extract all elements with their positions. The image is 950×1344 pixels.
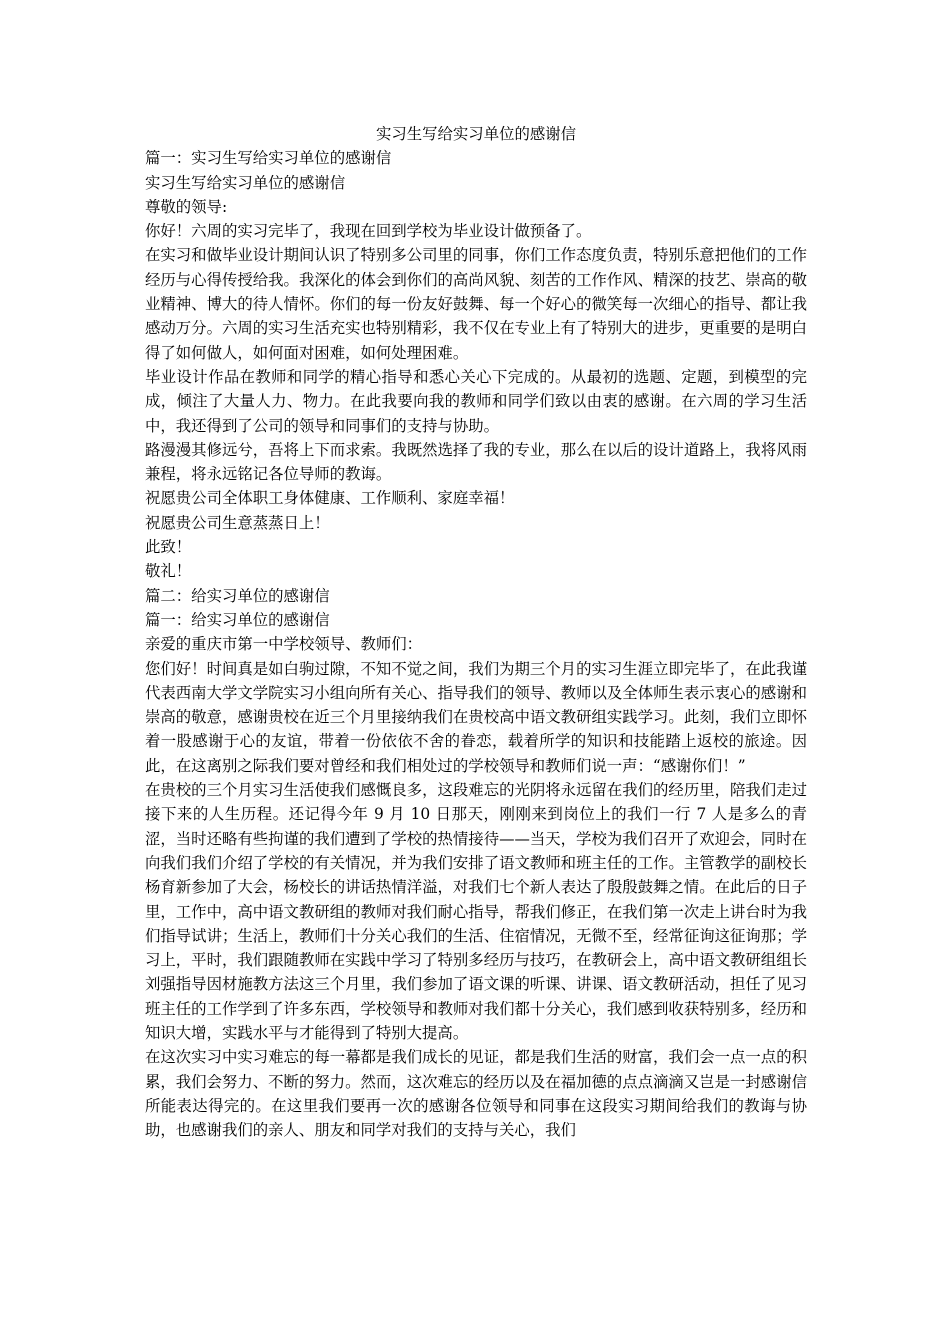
paragraph: 此致！ <box>145 538 192 557</box>
paragraph: 毕业设计作品在教师和同学的精心指导和悉心关心下完成的。从最初的选题、定题，到模型的完成，倾注了大量人力、物力。在此我要向我的教师和同学们致以由衷的感谢。在六周的学习生活中，我还得到了公司的领导和同事们的支持与协助。 <box>145 367 807 435</box>
paragraph: 篇一：给实习单位的感谢信 <box>145 610 330 629</box>
document-body <box>145 122 807 1142</box>
paragraph: 在贵校的三个月实习生活使我们感慨良多，这段难忘的光阴将永远留在我们的经历里，陪我们走过接下来的人生历程。还记得今年 9 月 10 日那天，刚刚来到岗位上的我们一行 7 人是多么的青涩，当时还略有些拘谨的我们遭到了学校的热情接待——当天，学校为我们召开了欢迎会，同时在向我们我们介绍了学校的有关情况，并为我们安排了语文教师和班主任的工作。主管教学的副校长杨育新参加了大会，杨校长的讲话热情洋溢，对我们七个新人表达了殷殷鼓舞之情。在此后的日子里，工作中，高中语文教研组的教师对我们耐心指导，帮我们修正，在我们第一次走上讲台时为我们指导试讲；生活上，教师们十分关心我们的生活、住宿情况，无微不至，经常征询这征询那；学习上，平时，我们跟随教师在实践中学习了特别多经历与技巧，在教研会上，高中语文教研组组长刘强指导因材施教方法这三个月里，我们参加了语文课的听课、讲课、语文教研活动，担任了见习班主任的工作学到了许多东西，学校领导和教师对我们都十分关心，我们感到收获特别多，经历和知识大增，实践水平与才能得到了特别大提高。 <box>145 781 807 1042</box>
paragraph: 敬礼！ <box>145 562 192 581</box>
paragraph: 实习生写给实习单位的感谢信 <box>145 173 346 192</box>
paragraph: 亲爱的重庆市第一中学校领导、教师们： <box>145 635 423 654</box>
paragraph: 篇二：给实习单位的感谢信 <box>145 586 330 605</box>
paragraph: 篇一：实习生写给实习单位的感谢信 <box>145 149 392 168</box>
paragraph: 在实习和做毕业设计期间认识了特别多公司里的同事，你们工作态度负责，特别乐意把他们的工作经历与心得传授给我。我深化的体会到你们的高尚风貌、刻苦的工作作风、精深的技艺、崇高的敬业精神、博大的待人情怀。你们的每一份友好鼓舞、每一个好心的微笑每一次细心的指导、都让我感动万分。六周的实习生活充实也特别精彩，我不仅在专业上有了特别大的进步，更重要的是明白得了如何做人，如何面对困难，如何处理困难。 <box>145 246 807 362</box>
paragraph: 祝愿贵公司生意蒸蒸日上！ <box>145 513 330 532</box>
paragraph: 祝愿贵公司全体职工身体健康、工作顺利、家庭幸福！ <box>145 489 515 508</box>
paragraph-list <box>145 146 807 1142</box>
paragraph: 路漫漫其修远兮，吾将上下而求索。我既然选择了我的专业，那么在以后的设计道路上，我将风雨兼程，将永远铭记各位导师的教诲。 <box>145 440 807 484</box>
paragraph: 尊敬的领导: <box>145 197 228 216</box>
document-title: 实习生写给实习单位的感谢信 <box>375 125 577 143</box>
paragraph: 在这次实习中实习难忘的每一幕都是我们成长的见证，都是我们生活的财富，我们会一点一点的积累，我们会努力、不断的努力。然而，这次难忘的经历以及在福加德的点点滴滴又岂是一封感谢信所能表达得完的。在这里我们要再一次的感谢各位领导和同事在这段实习期间给我们的教诲与协助，也感谢我们的亲人、朋友和同学对我们的支持与关心，我们 <box>145 1048 807 1140</box>
paragraph: 你好！六周的实习完毕了，我现在回到学校为毕业设计做预备了。 <box>145 222 592 241</box>
paragraph: 您们好！时间真是如白驹过隙，不知不觉之间，我们为期三个月的实习生涯立即完毕了，在此我谨代表西南大学文学院实习小组向所有关心、指导我们的领导、教师以及全体师生表示衷心的感谢和崇高的敬意，感谢贵校在近三个月里接纳我们在贵校高中语文教研组实践学习。此刻，我们立即怀着一股感谢于心的友谊，带着一份依依不舍的眷恋，载着所学的知识和技能踏上返校的旅途。因此，在这离别之际我们要对曾经和我们相处过的学校领导和教师们说一声：“感谢你们！” <box>145 659 807 775</box>
